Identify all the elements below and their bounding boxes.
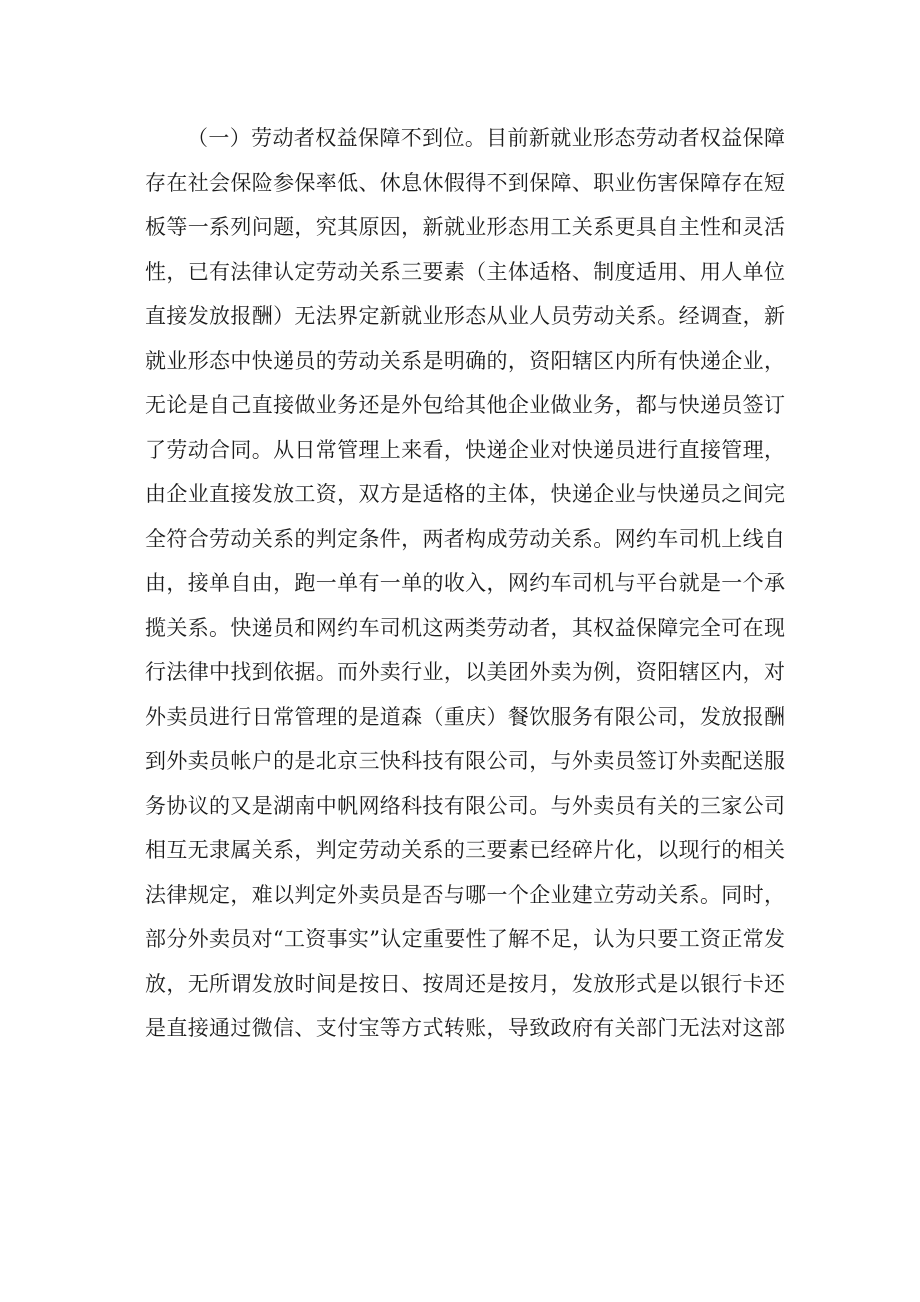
paragraph-line: 了劳动合同。从日常管理上来看，快递企业对快递员进行直接管理，: [145, 437, 785, 462]
paragraph-line: 相互无隶属关系，判定劳动关系的三要素已经碎片化，以现行的相关: [145, 838, 785, 862]
paragraph-line: 法律规定，难以判定外卖员是否与哪一个企业建立劳动关系。同时，: [145, 882, 785, 907]
paragraph-line: （一）劳动者权益保障不到位。目前新就业形态劳动者权益保障: [187, 126, 785, 150]
paragraph-line: 部分外卖员对“工资事实”认定重要性了解不足，认为只要工资正常发: [145, 927, 785, 951]
paragraph-line: 就业形态中快递员的劳动关系是明确的，资阳辖区内所有快递企业，: [145, 348, 785, 373]
body-paragraph: [145, 116, 785, 1051]
paragraph-line: 到外卖员帐户的是北京三快科技有限公司，与外卖员签订外卖配送服: [145, 749, 785, 773]
paragraph-line: 放，无所谓发放时间是按日、按周还是按月，发放形式是以银行卡还: [145, 971, 785, 996]
paragraph-line: 直接发放报酬）无法界定新就业形态从业人员劳动关系。经调查，新: [145, 304, 785, 328]
paragraph-line: 存在社会保险参保率低、休息休假得不到保障、职业伤害保障存在短: [145, 170, 785, 195]
paragraph-line: 由，接单自由，跑一单有一单的收入，网约车司机与平台就是一个承: [145, 571, 785, 595]
paragraph-line: 板等一系列问题，究其原因，新就业形态用工关系更具自主性和灵活: [145, 215, 785, 239]
paragraph-line: 揽关系。快递员和网约车司机这两类劳动者，其权益保障完全可在现: [145, 615, 785, 640]
paragraph-line: 由企业直接发放工资，双方是适格的主体，快递企业与快递员之间完: [145, 482, 785, 506]
paragraph-line: 性，已有法律认定劳动关系三要素（主体适格、制度适用、用人单位: [145, 259, 785, 284]
paragraph-line: 行法律中找到依据。而外卖行业，以美团外卖为例，资阳辖区内，对: [145, 660, 785, 684]
paragraph-line: 是直接通过微信、支付宝等方式转账，导致政府有关部门无法对这部: [145, 1016, 785, 1040]
paragraph-line: 无论是自己直接做业务还是外包给其他企业做业务，都与快递员签订: [145, 393, 785, 417]
paragraph-line: 外卖员进行日常管理的是道森（重庆）餐饮服务有限公司，发放报酬: [145, 704, 785, 729]
paragraph-line: 全符合劳动关系的判定条件，两者构成劳动关系。网约车司机上线自: [145, 526, 785, 551]
paragraph-line: 务协议的又是湖南中帆网络科技有限公司。与外卖员有关的三家公司: [145, 793, 785, 818]
